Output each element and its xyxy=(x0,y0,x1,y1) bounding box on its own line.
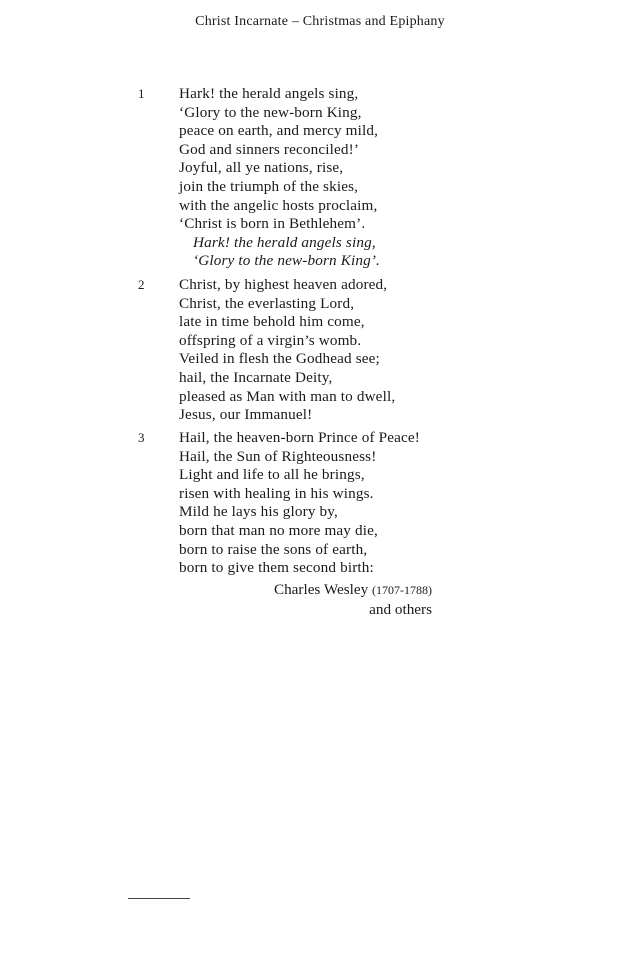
author-extra: and others xyxy=(369,601,432,618)
verse-number: 1 xyxy=(138,86,145,101)
verse-line: Christ, the everlasting Lord, xyxy=(179,294,355,312)
verse-lines xyxy=(179,276,395,425)
verse-line: offspring of a virgin’s womb. xyxy=(179,331,362,349)
footnote-rule xyxy=(128,898,190,899)
verse-line: Jesus, our Immanuel! xyxy=(179,406,313,424)
attribution xyxy=(274,580,432,620)
author-dates: (1707-1788) xyxy=(372,583,432,597)
verse-line: hail, the Incarnate Deity, xyxy=(179,368,333,386)
author-line xyxy=(274,580,432,600)
verse-line: late in time behold him come, xyxy=(179,313,365,331)
running-header: Christ Incarnate – Christmas and Epiphany xyxy=(195,14,445,29)
verse-number: 2 xyxy=(138,277,145,292)
refrain-line: ‘Glory to the new-born King’. xyxy=(193,252,381,270)
verse-line: with the angelic hosts proclaim, xyxy=(179,196,378,214)
verse-line: peace on earth, and mercy mild, xyxy=(179,122,379,140)
verse-line: God and sinners reconciled!’ xyxy=(179,140,360,158)
verse-line: Mild he lays his glory by, xyxy=(179,503,338,521)
verse-number: 3 xyxy=(138,430,145,445)
verse-line: pleased as Man with man to dwell, xyxy=(179,387,396,405)
verse-line: born that man no more may die, xyxy=(179,521,378,539)
verse-line: Hail, the Sun of Righteousness! xyxy=(179,447,377,465)
verse-line: ‘Christ is born in Bethlehem’. xyxy=(179,215,366,233)
verse-line: ‘Glory to the new-born King, xyxy=(179,103,362,121)
verse-line: Christ, by highest heaven adored, xyxy=(179,276,388,293)
author-name: Charles Wesley xyxy=(273,581,369,598)
verse-line: Hail, the heaven-born Prince of Peace! xyxy=(179,429,421,446)
verse-line: born to raise the sons of earth, xyxy=(179,540,368,558)
verse-line: Light and life to all he brings, xyxy=(179,466,365,484)
verse-line: risen with healing in his wings. xyxy=(179,484,374,502)
verse-line: join the triumph of the skies, xyxy=(179,177,359,195)
verse-line: born to give them second birth: xyxy=(179,559,374,577)
refrain-line: Hark! the herald angels sing, xyxy=(193,233,376,251)
verse-lines xyxy=(179,429,420,578)
verse-line: Hark! the herald angels sing, xyxy=(179,85,359,102)
verse-lines xyxy=(179,85,380,271)
verse-line: Veiled in flesh the Godhead see; xyxy=(179,350,380,368)
verse-line: Joyful, all ye nations, rise, xyxy=(179,159,344,177)
